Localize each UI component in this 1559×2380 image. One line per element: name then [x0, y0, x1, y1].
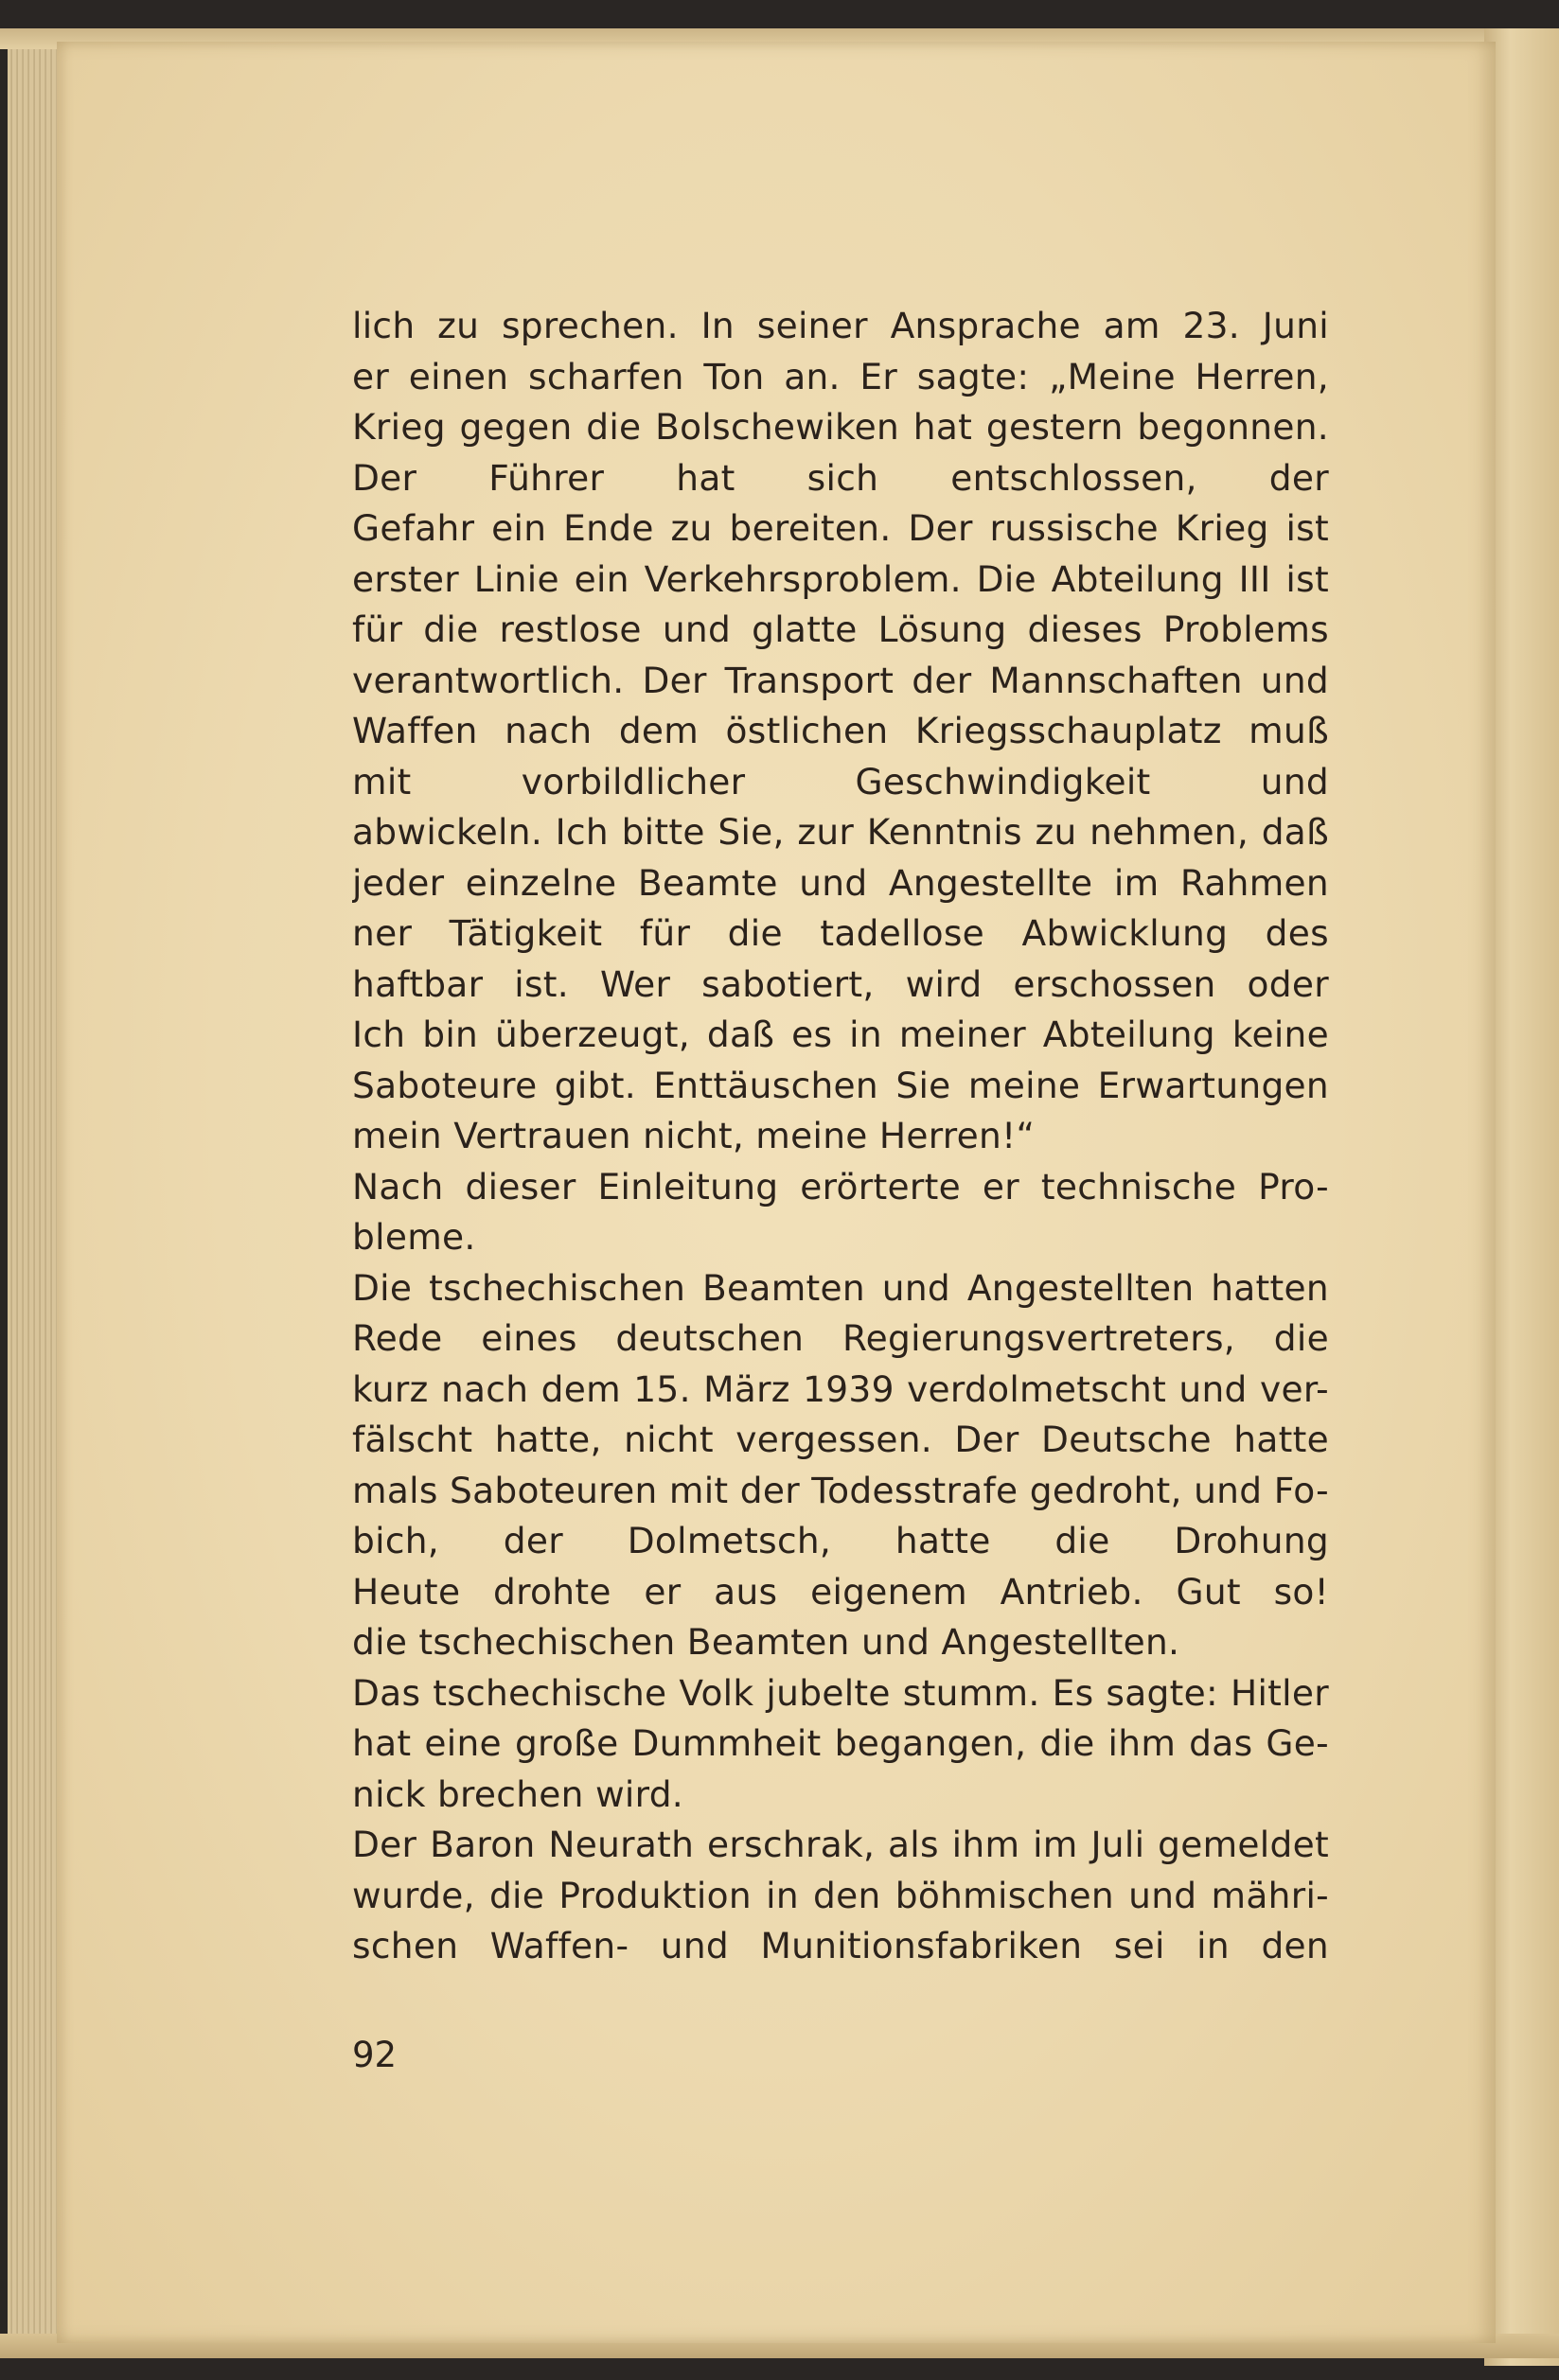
text-line: abwickeln. Ich bitte Sie, zur Kenntnis zu nehmen, daß [352, 811, 1329, 853]
text-line: Der Baron Neurath erschrak, als ihm im Juli gemeldet [352, 1824, 1329, 1865]
text-line: bich, der Dolmetsch, hatte die Drohung [352, 1520, 1329, 1561]
text-line: lich zu sprechen. In seiner Ansprache am 23. Juni [352, 305, 1329, 346]
text-line: Rede eines deutschen Regierungsvertreters, die [352, 1317, 1329, 1359]
text-line: schen Waffen- und Munitionsfabriken sei in den [352, 1925, 1329, 1966]
text-line: hat eine große Dummheit begangen, die ihm das Ge- [352, 1722, 1329, 1764]
text-line: haftbar ist. Wer sabotiert, wird erschossen oder [352, 962, 1329, 1005]
text-line: Heute drohte er aus eigenem Antrieb. Gut so! [352, 1570, 1329, 1613]
text-line: wurde, die Produktion in den böhmischen und mähri- [352, 1874, 1329, 1916]
text-line: ner Tätigkeit für die tadellose Abwicklung des [352, 912, 1329, 954]
text-line: Krieg gegen die Bolschewiken hat gestern begonnen. [352, 406, 1329, 448]
text-line: mals Saboteuren mit der Todesstrafe gedroht, und Fo- [352, 1469, 1329, 1511]
body-text [352, 301, 1329, 1972]
text-line: mein Vertrauen nicht, meine Herren!“ [352, 1115, 1036, 1156]
text-line: für die restlose und glatte Lösung dieses Problems [352, 608, 1329, 650]
text-line: Der Führer hat sich entschlossen, der [352, 456, 1329, 499]
text-line: Ich bin überzeugt, daß es in meiner Abteilung keine [352, 1014, 1329, 1055]
text-line: Saboteure gibt. Enttäuschen Sie meine Erwartungen [352, 1064, 1329, 1106]
text-line: jeder einzelne Beamte und Angestellte im Rahmen [352, 861, 1329, 904]
text-line: Das tschechische Volk jubelte stumm. Es sagte: Hitler [352, 1671, 1329, 1714]
text-line: Gefahr ein Ende zu bereiten. Der russische Krieg ist [352, 507, 1329, 549]
text-line: nick brechen wird. [352, 1772, 684, 1815]
text-line: kurz nach dem 15. März 1939 verdolmetscht und ver- [352, 1367, 1329, 1410]
text-line: erster Linie ein Verkehrsproblem. Die Abteilung III ist [352, 557, 1329, 600]
text-line: Waffen nach dem östlichen Kriegsschauplatz muß [352, 710, 1329, 751]
text-line: bleme. [352, 1216, 476, 1258]
text-line: mit vorbildlicher Geschwindigkeit und [352, 760, 1329, 802]
page-number: 92 [352, 2035, 398, 2075]
text-line: Die tschechischen Beamten und Angestellten hatten [352, 1266, 1329, 1309]
text-line: die tschechischen Beamten und Angestellten. [352, 1621, 1180, 1663]
text-line: er einen scharfen Ton an. Er sagte: „Meine Herren, [352, 355, 1329, 397]
text-line: fälscht hatte, nicht vergessen. Der Deutsche hatte [352, 1419, 1329, 1460]
text-line: Nach dieser Einleitung erörterte er technische Pro- [352, 1165, 1329, 1208]
text-line: verantwortlich. Der Transport der Mannschaften und [352, 659, 1329, 701]
